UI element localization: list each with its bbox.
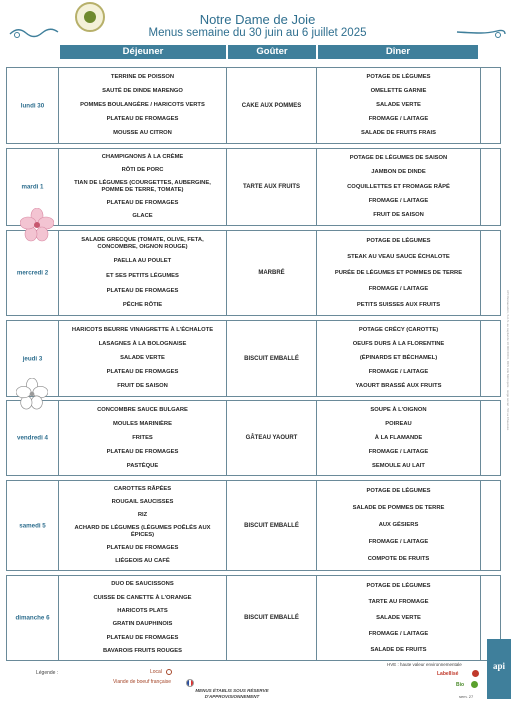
dejeuner-item: SALADE GRECQUE (TOMATE, OLIVE, FETA, CONCOMBRE, OIGNON ROUGE) <box>81 236 204 250</box>
dejeuner-list <box>59 68 226 143</box>
diner-item: SALADE DE FRUITS <box>370 646 427 653</box>
diner-item: YAOURT BRASSÉ AUX FRUITS <box>355 383 442 390</box>
ornament-left-icon <box>8 26 60 40</box>
dejeuner-item: PLATEAU DE FROMAGES <box>106 544 179 551</box>
diner-item: FROMAGE / LAITAGE <box>368 369 429 376</box>
column-header-gouter: Goûter <box>228 45 316 59</box>
diner-item: SALADE VERTE <box>376 101 421 108</box>
day-row <box>6 148 501 226</box>
column-divider <box>480 481 481 570</box>
page-subtitle: Menus semaine du 30 juin au 6 juillet 2025 <box>148 27 367 39</box>
diner-item: PETITS SUISSES AUX FRUITS <box>356 301 441 308</box>
reserve-note: MENUS ÉTABLIS SOUS RÉSERVE D'APPROVISIONNEMENT <box>195 688 269 699</box>
diner-list <box>317 401 480 475</box>
dejeuner-item: FRUIT DE SAISON <box>117 383 168 390</box>
dejeuner-item: ROUGAIL SAUCISSES <box>111 499 174 506</box>
gouter-item: BISCUIT EMBALLÉ <box>244 522 299 529</box>
dejeuner-item: HARICOTS BEURRE VINAIGRETTE À L'ÉCHALOTE <box>71 326 214 333</box>
diner-item: POIREAU <box>385 420 412 427</box>
diner-list <box>317 68 480 143</box>
diner-list <box>317 231 480 315</box>
dejeuner-item: MOULES MARINIÈRE <box>113 420 172 427</box>
dejeuner-list <box>59 231 226 315</box>
dejeuner-item: CONCOMBRE SAUCE BULGARE <box>97 406 188 413</box>
flower-white-icon <box>16 378 48 410</box>
gouter-item: TARTE AUX FRUITS <box>243 184 300 190</box>
dejeuner-item: PLATEAU DE FROMAGES <box>106 199 179 206</box>
day-row <box>6 575 501 661</box>
diner-item: AUX GÉSIERS <box>378 522 419 529</box>
local-icon <box>166 669 172 675</box>
column-header-dejeuner: Déjeuner <box>60 45 226 59</box>
dejeuner-item: PLATEAU DE FROMAGES <box>106 634 179 641</box>
week-number: sem. 27 <box>459 694 474 699</box>
dejeuner-item: SAUTÉ DE DINDE MARENGO <box>102 87 183 94</box>
dejeuner-item: CAROTTES RÂPÉES <box>113 486 172 493</box>
dejeuner-item: MOUSSE AU CITRON <box>113 130 172 137</box>
day-name: jeudi 3 <box>22 355 43 362</box>
day-row <box>6 320 501 397</box>
legend-beef: Viande de boeuf française <box>113 679 172 685</box>
dejeuner-item: PLATEAU DE FROMAGES <box>106 116 179 123</box>
diner-item: POTAGE DE LÉGUMES <box>366 488 431 495</box>
gouter-item: BISCUIT EMBALLÉ <box>244 355 299 362</box>
dejeuner-item: POMMES BOULANGÈRE / HARICOTS VERTS <box>80 101 205 108</box>
dejeuner-item: TIAN DE LÉGUMES (COURGETTES, AUBERGINE, POMME DE TERRE, TOMATE) <box>74 180 211 193</box>
dejeuner-item: PLATEAU DE FROMAGES <box>106 369 179 376</box>
dejeuner-item: HARICOTS PLATS <box>117 607 168 614</box>
dejeuner-list <box>59 149 226 225</box>
column-divider <box>480 576 481 660</box>
day-name: vendredi 4 <box>17 434 48 442</box>
day-row <box>6 480 501 571</box>
dejeuner-item: FRITES <box>132 434 153 441</box>
legend-labellise: Labellisé <box>437 671 459 677</box>
diner-item: FRUIT DE SAISON <box>373 212 424 219</box>
day-name: samedi 5 <box>19 522 46 529</box>
diner-item: POTAGE DE LÉGUMES <box>366 73 431 80</box>
dejeuner-item: BAVAROIS FRUITS ROUGES <box>102 647 182 654</box>
ornament-right-icon <box>455 26 507 40</box>
column-divider <box>480 321 481 396</box>
dejeuner-item: CHAMPIGNONS À LA CRÈME <box>101 154 184 161</box>
diner-item: FROMAGE / LAITAGE <box>368 539 429 546</box>
legend-label: Légende : <box>36 670 59 676</box>
legend-hve: HVE : haute valeur environnementale <box>387 662 462 667</box>
gouter-item: GÂTEAU YAOURT <box>245 435 298 441</box>
dejeuner-item: PAELLA AU POULET <box>113 258 172 265</box>
diner-item: POTAGE CRÉCY (CAROTTE) <box>358 326 439 333</box>
dejeuner-item: TERRINE DE POISSON <box>110 73 175 80</box>
diner-item: POTAGE DE LÉGUMES <box>366 237 431 244</box>
dejeuner-item: GRATIN DAUPHINOIS <box>112 621 173 628</box>
column-header-blank <box>4 45 58 59</box>
diner-item: POTAGE DE LÉGUMES DE SAISON <box>349 154 448 161</box>
diner-item: SALADE DE POMMES DE TERRE <box>352 505 445 512</box>
diner-item: COMPOTE DE FRUITS <box>367 556 430 563</box>
day-name: dimanche 6 <box>15 614 50 622</box>
diner-list <box>317 481 480 570</box>
dejeuner-item: GLACE <box>132 212 153 219</box>
bio-icon <box>471 681 478 688</box>
dejeuner-item: PÊCHE RÔTIE <box>122 302 163 309</box>
dejeuner-item: ACHARD DE LÉGUMES (LÉGUMES POÊLÉS AUX ÉPICES) <box>74 525 211 538</box>
day-row <box>6 400 501 476</box>
gouter-item: CAKE AUX POMMES <box>241 102 302 109</box>
diner-item: STEAK AU VEAU SAUCE ÉCHALOTE <box>347 253 450 260</box>
legend-local: Local <box>150 669 162 675</box>
gouter-item: MARBRÉ <box>258 270 285 276</box>
day-name: mercredi 2 <box>16 269 49 277</box>
day-name: mardi 1 <box>21 183 44 191</box>
diner-item: SALADE DE FRUITS FRAIS <box>360 130 437 137</box>
dejeuner-item: PLATEAU DE FROMAGES <box>106 287 179 294</box>
diner-item: JAMBON DE DINDE <box>371 169 426 176</box>
column-divider <box>480 149 481 225</box>
flower-pink-icon <box>20 208 54 242</box>
diner-list <box>317 321 480 396</box>
dejeuner-item: LASAGNES À LA BOLOGNAISE <box>98 340 187 347</box>
diner-item: À LA FLAMANDE <box>374 434 423 441</box>
diner-item: SEMOULE AU LAIT <box>372 462 425 469</box>
diner-item: FROMAGE / LAITAGE <box>368 197 429 204</box>
day-name: lundi 30 <box>20 102 45 109</box>
day-row <box>6 67 501 144</box>
diner-item: SOUPE À L'OIGNON <box>370 406 427 413</box>
column-header-diner: Dîner <box>318 45 478 59</box>
diner-list <box>317 149 480 225</box>
api-brand-logo: api <box>487 639 511 699</box>
dejeuner-item: DUO DE SAUCISSONS <box>111 581 174 588</box>
diner-item: OEUFS DURS À LA FLORENTINE <box>352 340 445 347</box>
column-divider <box>480 68 481 143</box>
diner-item: TARTE AU FROMAGE <box>368 598 429 605</box>
dejeuner-list <box>59 576 226 660</box>
dejeuner-item: LIÉGEOIS AU CAFÉ <box>115 557 170 564</box>
page-title: Notre Dame de Joie <box>199 12 316 27</box>
french-flag-icon <box>186 679 194 687</box>
diner-item: PURÉE DE LÉGUMES ET POMMES DE TERRE <box>334 269 463 276</box>
dejeuner-item: CUISSE DE CANETTE À L'ORANGE <box>93 594 192 601</box>
day-row <box>6 230 501 316</box>
gouter-item: BISCUIT EMBALLÉ <box>244 615 299 621</box>
dejeuner-item: ET SES PETITS LÉGUMES <box>106 273 179 279</box>
diner-item: FROMAGE / LAITAGE <box>368 448 429 455</box>
dejeuner-item: RIZ <box>137 512 148 519</box>
diner-item: COQUILLETTES ET FROMAGE RÂPÉ <box>347 183 450 190</box>
diner-item: (ÉPINARDS ET BÉCHAMEL) <box>359 354 438 361</box>
legend-bio: Bio <box>456 682 465 688</box>
dejeuner-item: SALADE VERTE <box>120 354 165 361</box>
diner-item: FROMAGE / LAITAGE <box>368 116 429 123</box>
diner-item: FROMAGE / LAITAGE <box>368 285 429 292</box>
dejeuner-item: PLATEAU DE FROMAGES <box>106 448 179 455</box>
legal-side-text: API Restauration, S.A.S. au capital de 10 000 000 €, RCS Lille Métropole · siège social · 59 La Chaussée <box>506 290 510 431</box>
diner-item: POTAGE DE LÉGUMES <box>366 582 431 589</box>
dejeuner-list <box>59 401 226 475</box>
dejeuner-list <box>59 481 226 570</box>
dejeuner-item: RÔTI DE PORC <box>121 167 164 174</box>
dejeuner-item: PASTÈQUE <box>126 462 159 469</box>
column-divider <box>480 401 481 475</box>
diner-item: FROMAGE / LAITAGE <box>368 630 429 637</box>
labellise-icon <box>472 670 479 677</box>
dejeuner-list <box>59 321 226 396</box>
diner-item: OMELETTE GARNIE <box>370 87 427 94</box>
diner-list <box>317 576 480 660</box>
diner-item: SALADE VERTE <box>376 614 421 621</box>
column-divider <box>480 231 481 315</box>
